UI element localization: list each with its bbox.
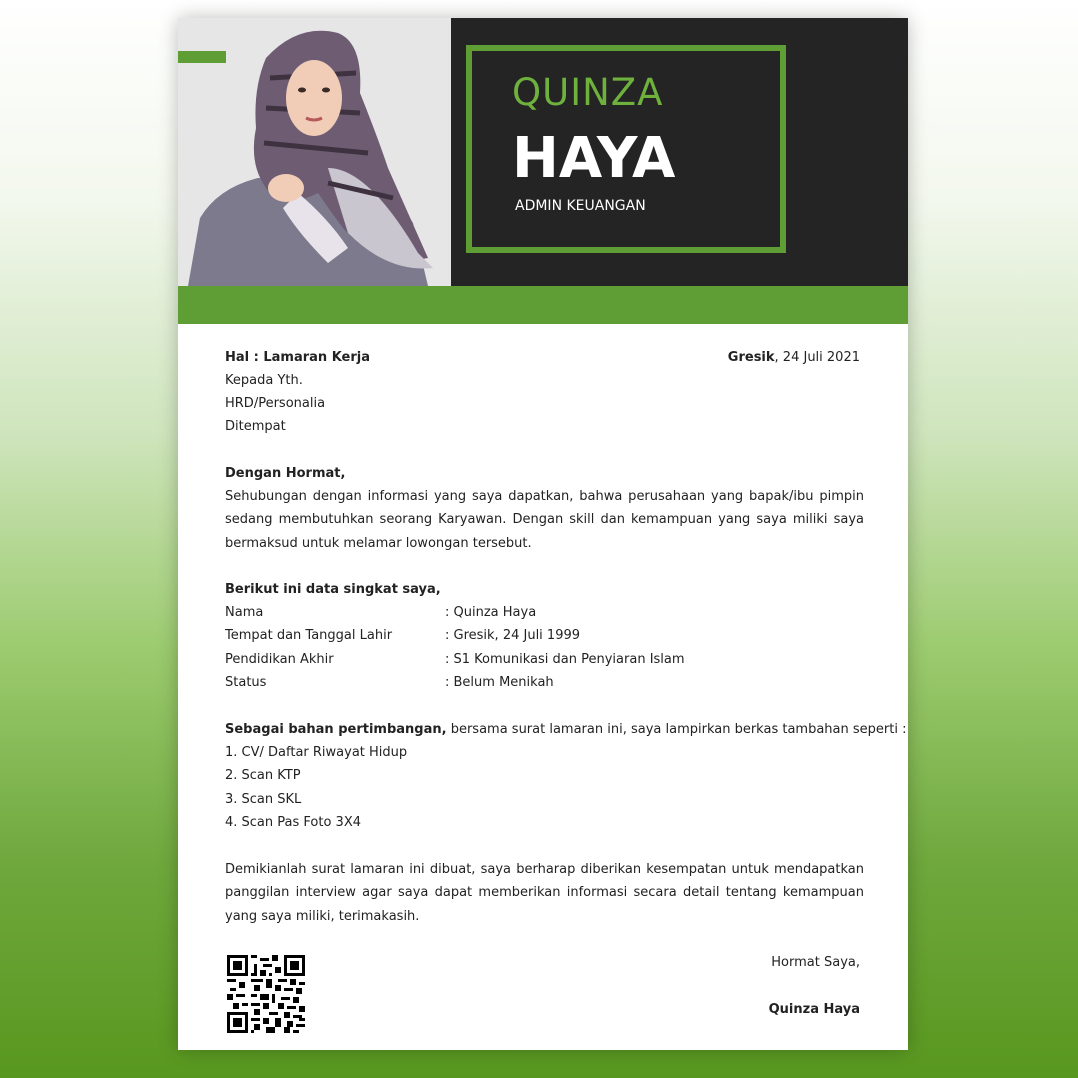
letter-page: [178, 18, 908, 1050]
data-label: Nama: [225, 605, 264, 620]
data-value: : Quinza Haya: [445, 605, 537, 620]
accent-bar: [178, 51, 226, 63]
date-city: Gresik: [727, 350, 775, 365]
attachments-intro-bold: Sebagai bahan pertimbangan,: [225, 722, 447, 737]
data-value: : Gresik, 24 Juli 1999: [445, 628, 581, 643]
attachments-intro-text: bersama surat lamaran ini, saya lampirkan berkas tambahan seperti :: [446, 722, 907, 737]
header-band: [178, 286, 908, 324]
attachments-intro: [225, 718, 906, 741]
recipient-line: Ditempat: [225, 419, 286, 434]
attachment-item: 3. Scan SKL: [225, 792, 302, 807]
qr-code-icon: [227, 955, 305, 1033]
sign-off: Hormat Saya,: [771, 955, 860, 970]
data-label: Status: [225, 675, 267, 690]
attachment-item: 2. Scan KTP: [225, 768, 301, 783]
greeting: Dengan Hormat,: [225, 466, 346, 481]
subject-line: Hal : Lamaran Kerja: [225, 350, 370, 365]
data-heading: Berikut ini data singkat saya,: [225, 582, 441, 597]
recipient-line: HRD/Personalia: [225, 396, 326, 411]
name-frame: [466, 45, 786, 253]
recipient-line: Kepada Yth.: [225, 373, 303, 388]
attachment-item: 4. Scan Pas Foto 3X4: [225, 815, 361, 830]
data-value: : Belum Menikah: [445, 675, 554, 690]
qr-code-graphic: [227, 955, 305, 1033]
intro-paragraph: Sehubungan dengan informasi yang saya dapatkan, bahwa perusahaan yang bapak/ibu pimpin sedang membutuhkan seorang Karyawan. Dengan skill dan kemampuan yang saya miliki saya bermaksud untuk melamar lowongan tersebut.: [225, 489, 864, 551]
closing-paragraph: Demikianlah surat lamaran ini dibuat, saya berharap diberikan kesempatan untuk mendapatkan panggilan interview agar saya dapat memberikan informasi secara detail tentang kemampuan yang saya miliki, terimakasih.: [225, 862, 864, 924]
last-name: HAYA: [512, 126, 676, 191]
signature-name: Quinza Haya: [768, 1002, 860, 1017]
data-label: Tempat dan Tanggal Lahir: [225, 628, 393, 643]
date-value: , 24 Juli 2021: [774, 350, 860, 365]
header-panel: [451, 18, 908, 286]
first-name: QUINZA: [512, 71, 664, 114]
attachment-item: 1. CV/ Daftar Riwayat Hidup: [225, 745, 408, 760]
job-title: ADMIN KEUANGAN: [515, 198, 646, 214]
data-value: : S1 Komunikasi dan Penyiaran Islam: [445, 652, 685, 667]
data-label: Pendidikan Akhir: [225, 652, 334, 667]
letter-date: [728, 346, 860, 369]
